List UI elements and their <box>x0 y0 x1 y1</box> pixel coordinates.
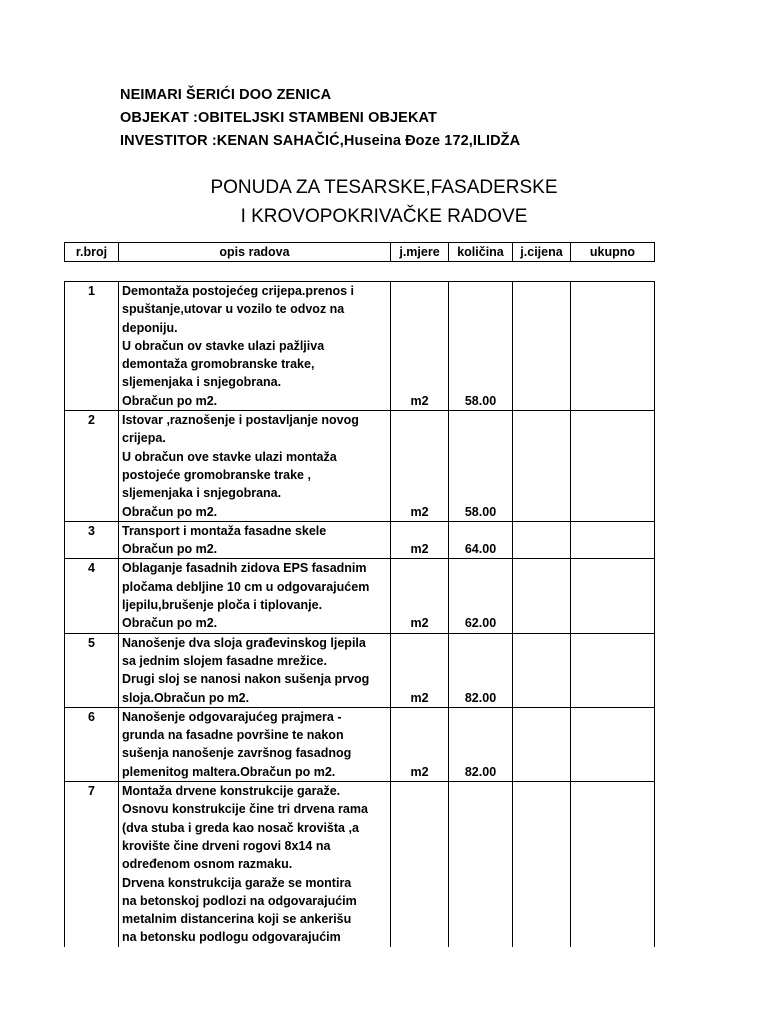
item-unit-price <box>513 559 571 633</box>
col-header-ukupno: ukupno <box>571 243 655 262</box>
item-unit: m2 <box>391 282 449 411</box>
item-quantity: 58.00 <box>449 282 513 411</box>
item-description <box>119 521 391 559</box>
table-row <box>65 559 655 633</box>
item-number: 6 <box>65 707 119 781</box>
description-line: na betonskoj podlozi na odgovarajućim <box>122 893 357 908</box>
item-quantity: 64.00 <box>449 521 513 559</box>
item-total <box>571 521 655 559</box>
description-line: U obračun ov stavke ulazi pažljiva <box>122 338 325 353</box>
item-total <box>571 411 655 522</box>
description-line: grunda na fasadne površine te nakon <box>122 728 344 743</box>
item-number: 7 <box>65 782 119 947</box>
item-unit-price <box>513 521 571 559</box>
description-line: Transport i montaža fasadne skele <box>122 523 327 538</box>
col-header-rbroj: r.broj <box>65 243 119 262</box>
item-total <box>571 282 655 411</box>
description-line: crijepa. <box>122 431 166 446</box>
col-header-opis: opis radova <box>119 243 391 262</box>
item-description <box>119 782 391 947</box>
item-quantity: 62.00 <box>449 559 513 633</box>
item-description <box>119 707 391 781</box>
description-line: pločama debljine 10 cm u odgovarajućem <box>122 579 370 594</box>
item-unit: m2 <box>391 633 449 707</box>
description-line: Demontaža postojećeg crijepa.prenos i <box>122 284 355 298</box>
description-line: metalnim distancerina koji se ankerišu <box>122 912 352 927</box>
item-description <box>119 411 391 522</box>
description-line: sljemenjaka i snjegobrana. <box>122 375 282 390</box>
description-line: krovište čine drveni rogovi 8x14 na <box>122 838 331 853</box>
table-row <box>65 521 655 559</box>
column-header-table <box>64 242 655 262</box>
description-line: (dva stuba i greda kao nosač krovišta ,a <box>122 820 359 835</box>
item-total <box>571 707 655 781</box>
table-row <box>65 282 655 411</box>
description-line: Nanošenje odgovarajućeg prajmera - <box>122 709 342 724</box>
description-line: Obračun po m2. <box>122 504 218 519</box>
table-row <box>65 782 655 947</box>
description-line: demontaža gromobranske trake, <box>122 357 315 372</box>
item-total <box>571 633 655 707</box>
table-row <box>65 411 655 522</box>
item-unit-price <box>513 411 571 522</box>
description-line: Obračun po m2. <box>122 616 218 631</box>
col-header-jcijena: j.cijena <box>513 243 571 262</box>
item-description <box>119 633 391 707</box>
description-line: Oblaganje fasadnih zidova EPS fasadnim <box>122 561 367 576</box>
description-line: plemenitog maltera.Obračun po m2. <box>122 764 336 779</box>
item-unit: m2 <box>391 521 449 559</box>
item-number: 2 <box>65 411 119 522</box>
table-row <box>65 633 655 707</box>
col-header-kolicina: količina <box>449 243 513 262</box>
description-line: U obračun ove stavke ulazi montaža <box>122 449 337 464</box>
document-title-line-1: PONUDA ZA TESARSKE,FASADERSKE <box>210 177 558 198</box>
description-line: deponiju. <box>122 320 178 335</box>
item-unit-price <box>513 282 571 411</box>
item-unit: m2 <box>391 707 449 781</box>
item-unit: m2 <box>391 559 449 633</box>
item-number: 3 <box>65 521 119 559</box>
description-line: Montaža drvene konstrukcije garaže. <box>122 784 341 799</box>
items-table <box>64 281 655 947</box>
item-quantity: 58.00 <box>449 411 513 522</box>
item-unit-price <box>513 633 571 707</box>
description-line: sljemenjaka i snjegobrana. <box>122 486 282 501</box>
investor-line: INVESTITOR :KENAN SAHAČIĆ,Huseina Đoze 172,ILIDŽA <box>120 133 521 149</box>
item-total <box>571 559 655 633</box>
description-line: ljepilu,brušenje ploča i tiplovanje. <box>122 598 323 613</box>
description-line: Obračun po m2. <box>122 393 218 408</box>
document-title-line-2: I KROVOPOKRIVAČKE RADOVE <box>240 206 528 227</box>
description-line: Istovar ,raznošenje i postavljanje novog <box>122 413 359 428</box>
item-description <box>119 282 391 411</box>
description-line: Osnovu konstrukcije čine tri drvena rama <box>122 802 368 817</box>
description-line: sušenja nanošenje završnog fasadnog <box>122 746 352 761</box>
description-line: na betonsku podlogu odgovarajućim <box>122 930 341 945</box>
item-number: 5 <box>65 633 119 707</box>
item-total <box>571 782 655 947</box>
description-line: sloja.Obračun po m2. <box>122 690 250 705</box>
item-number: 1 <box>65 282 119 411</box>
item-quantity: 82.00 <box>449 707 513 781</box>
company-name: NEIMARI ŠERIĆI DOO ZENICA <box>120 87 332 103</box>
item-unit-price <box>513 707 571 781</box>
description-line: sa jednim slojem fasadne mrežice. <box>122 653 327 668</box>
item-quantity: 82.00 <box>449 633 513 707</box>
item-number: 4 <box>65 559 119 633</box>
item-unit <box>391 782 449 947</box>
description-line: postojeće gromobranske trake , <box>122 467 311 482</box>
description-line: Nanošenje dva sloja građevinskog ljepila <box>122 635 366 650</box>
description-line: spuštanje,utovar u vozilo te odvoz na <box>122 302 345 317</box>
item-unit: m2 <box>391 411 449 522</box>
item-unit-price <box>513 782 571 947</box>
table-row <box>65 707 655 781</box>
description-line: Drugi sloj se nanosi nakon sušenja prvog <box>122 672 370 687</box>
description-line: Drvena konstrukcija garaže se montira <box>122 875 352 890</box>
item-quantity <box>449 782 513 947</box>
object-line: OBJEKAT :OBITELJSKI STAMBENI OBJEKAT <box>120 110 437 126</box>
description-line: određenom osnom razmaku. <box>122 857 293 872</box>
col-header-jmjere: j.mjere <box>391 243 449 262</box>
description-line: Obračun po m2. <box>122 542 218 557</box>
item-description <box>119 559 391 633</box>
